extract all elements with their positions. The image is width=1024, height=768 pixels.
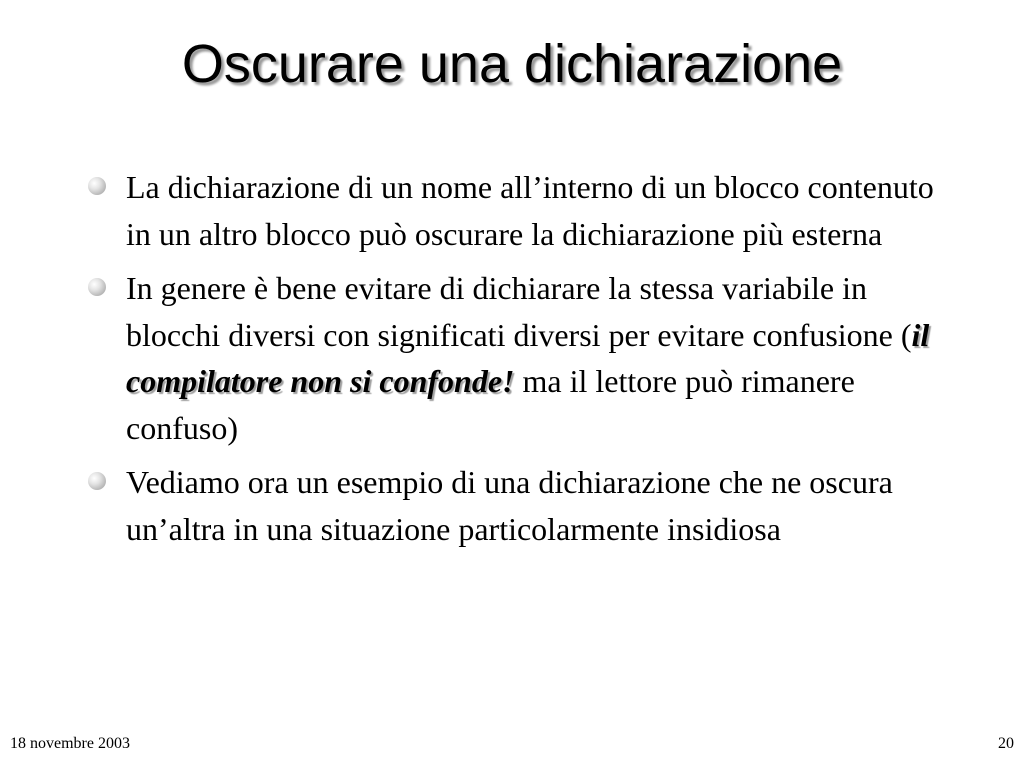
bullet-dot-icon bbox=[88, 278, 106, 296]
bullet-dot-icon bbox=[88, 472, 106, 490]
bullet-list bbox=[88, 164, 938, 560]
bullet-emphasis: il compilatore non si confonde! bbox=[126, 316, 930, 399]
slide-title: Oscurare una dichiarazione bbox=[181, 34, 843, 94]
bullet-text-before: In genere è bene evitare di dichiarare la stessa variabile in blocchi diversi con significati diversi per evitare confusione ( bbox=[126, 270, 912, 353]
bullet-item bbox=[88, 164, 938, 257]
page-number: 20 bbox=[998, 735, 1014, 752]
bullet-dot-icon bbox=[88, 177, 106, 195]
bullet-item bbox=[88, 459, 938, 552]
bullet-text: Vediamo ora un esempio di una dichiarazione che ne oscura un’altra in una situazione particolarmente insidiosa bbox=[126, 464, 893, 547]
bullet-text-after: ma il lettore può rimanere confuso) bbox=[126, 363, 855, 446]
bullet-item bbox=[88, 265, 938, 451]
bullet-text: La dichiarazione di un nome all’interno di un blocco contenuto in un altro blocco può oscurare la dichiarazione più esterna bbox=[126, 169, 934, 252]
footer-date: 18 novembre 2003 bbox=[10, 735, 130, 752]
